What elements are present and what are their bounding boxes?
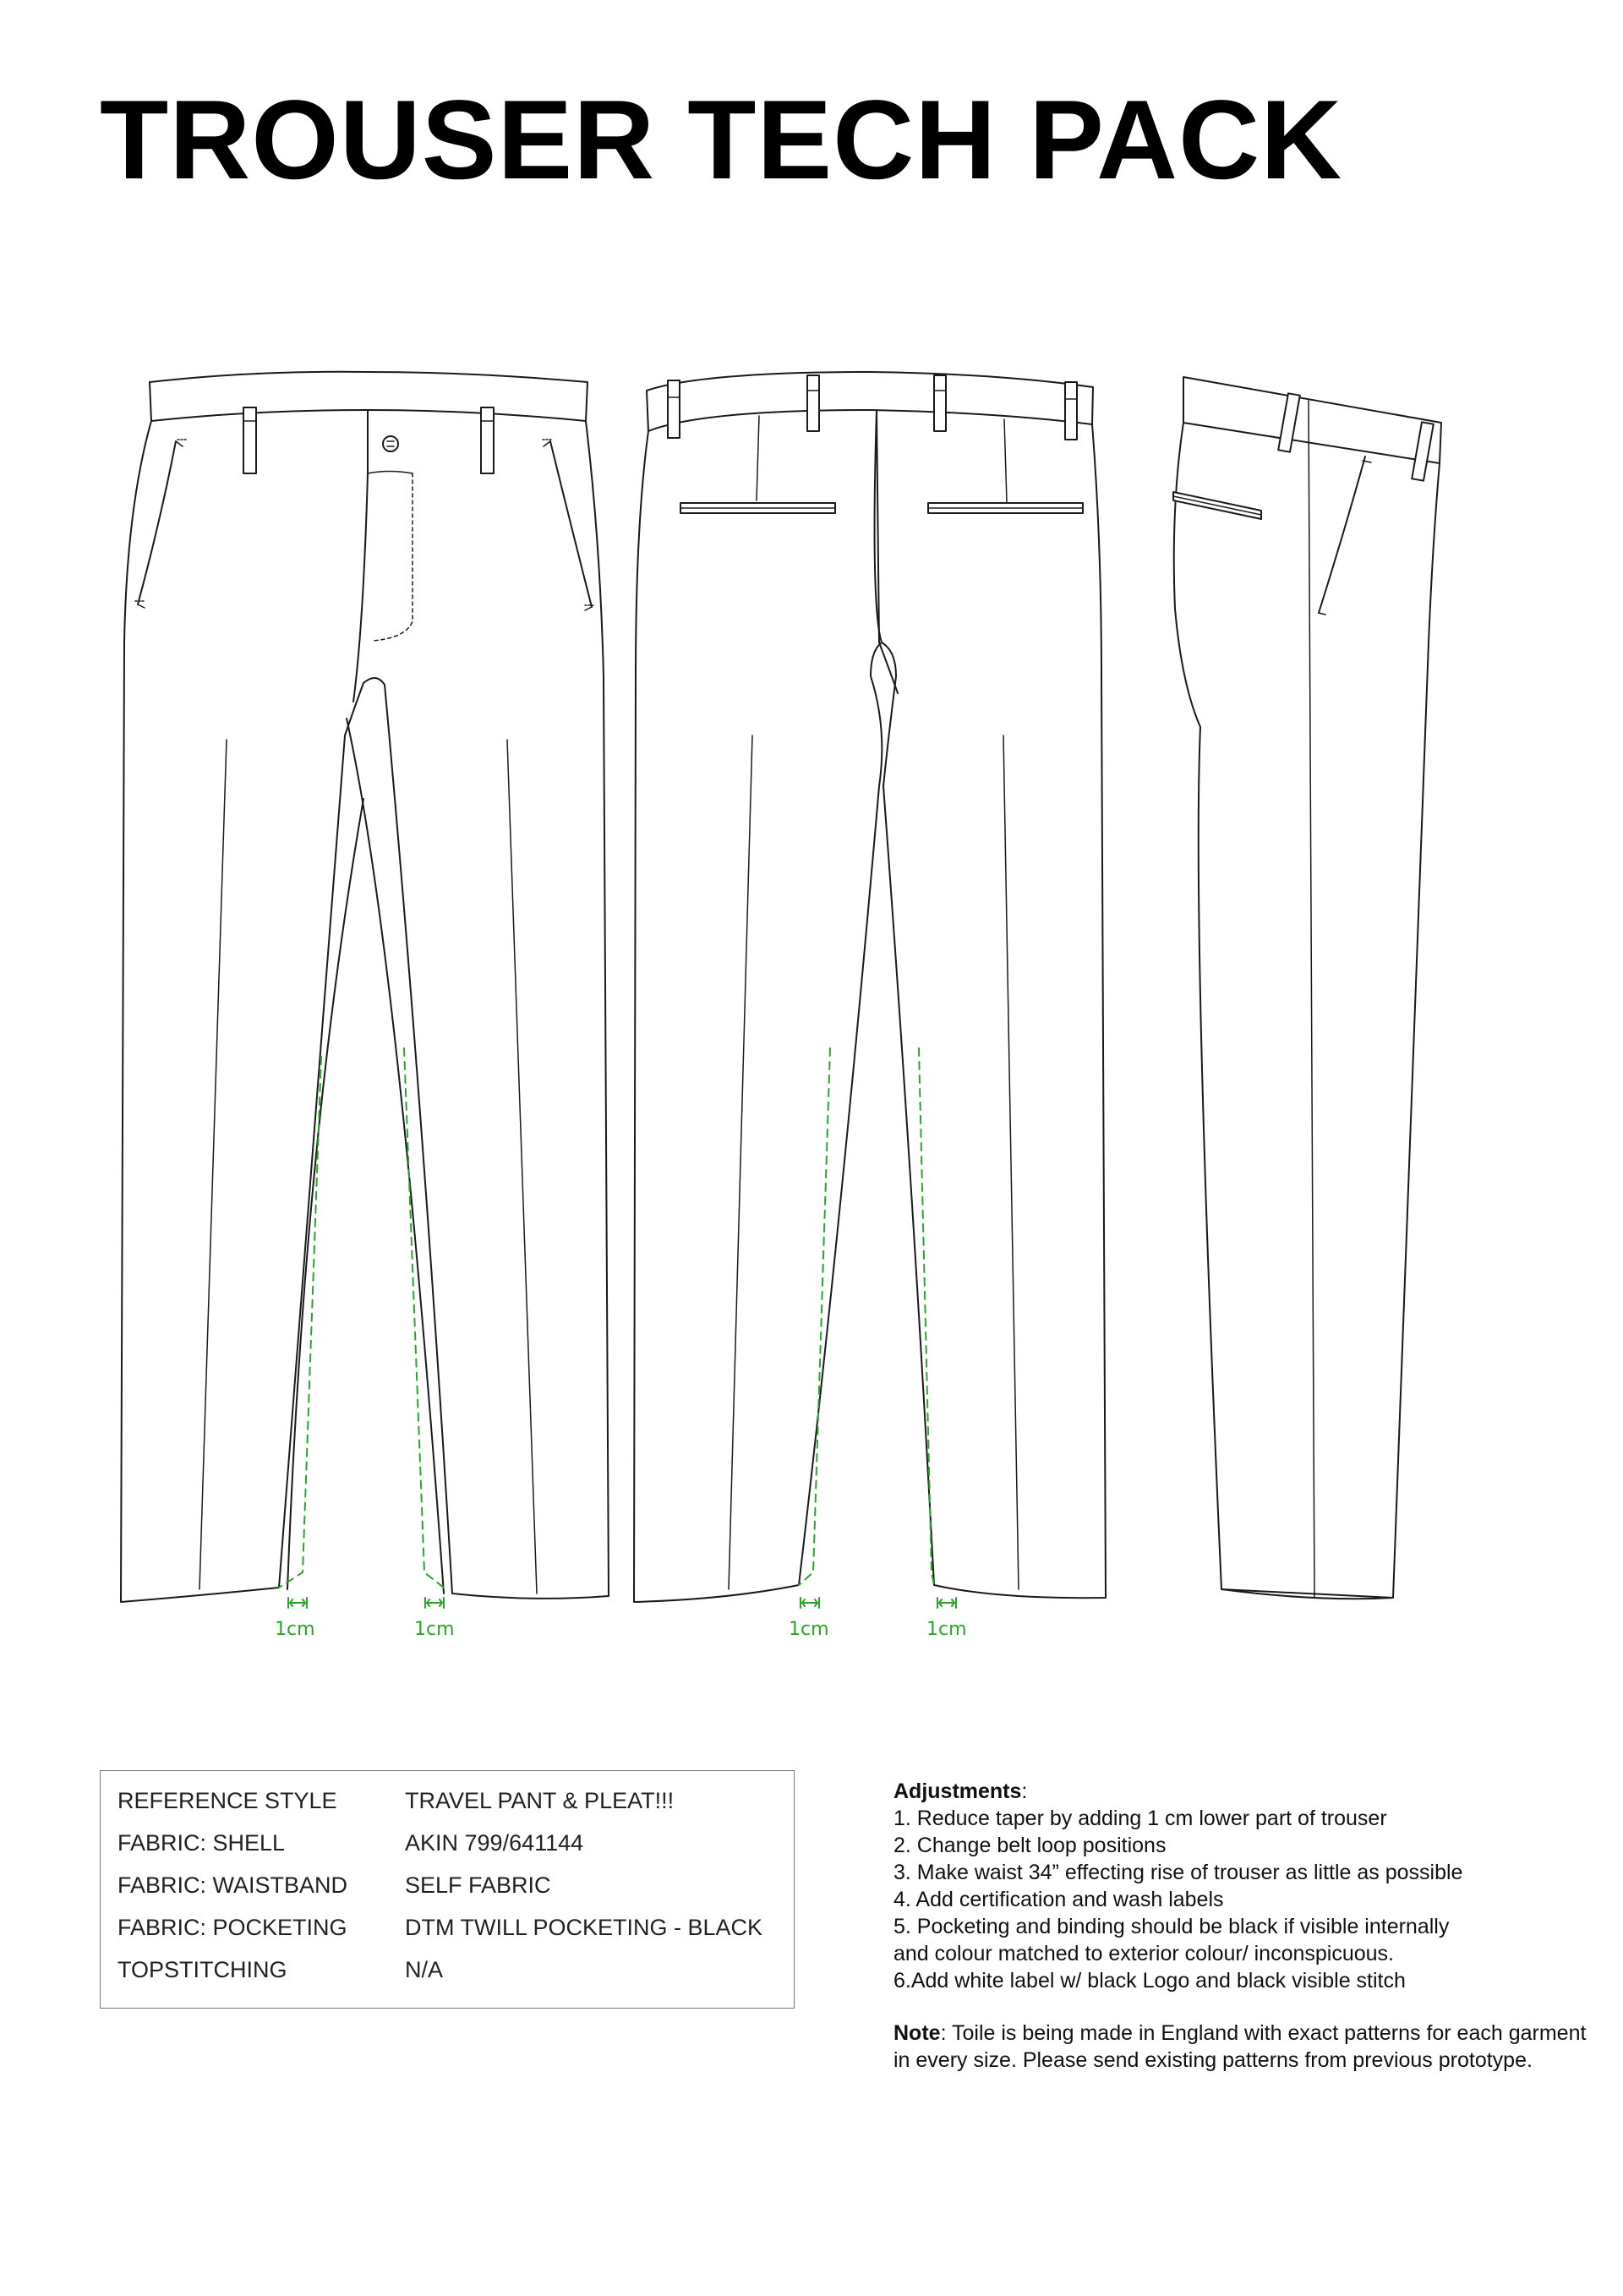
spec-value: DTM TWILL POCKETING - BLACK [405,1915,763,1940]
measure-label-front-right: 1cm [414,1619,455,1640]
back-belt-loop-2 [807,375,819,431]
adjustment-item: and colour matched to exterior colour/ inconspicuous. [893,1942,1394,1965]
adjustment-item: 3. Make waist 34” effecting rise of trouser as little as possible [893,1861,1463,1884]
measure-label-back-left: 1cm [789,1619,829,1640]
spec-value: SELF FABRIC [405,1872,551,1898]
front-crease-left [199,740,227,1589]
adjustment-item: 5. Pocketing and binding should be black if visible internally [893,1915,1450,1938]
back-belt-loop-3 [934,375,946,431]
side-back-edge [1393,463,1440,1598]
note-heading: Note [893,2021,941,2045]
note-text: : Toile is being made in England with exact patterns for each garment in every size. Please send existing patterns from previous prototype. [893,2021,1587,2072]
back-center-seam [877,410,898,693]
adjustment-item: 1. Reduce taper by adding 1 cm lower part of trouser [893,1807,1387,1830]
measure-label-front-left: 1cm [275,1619,315,1640]
back-left-arrow [801,1598,819,1608]
front-belt-loop-1 [243,407,256,473]
front-inseam-right [287,799,363,1589]
waist-button [383,436,398,451]
front-fly-edge [353,410,368,702]
front-pocket-left [138,441,176,604]
side-waistband [1183,377,1441,463]
adjustments-section [893,1778,1587,2074]
adjustment-item: 2. Change belt loop positions [893,1834,1167,1857]
back-dart-right [1004,419,1007,502]
back-crease-left [729,735,752,1589]
spec-key: FABRIC: WAISTBAND [117,1872,348,1898]
front-crease-right [507,740,537,1594]
side-outline [1174,423,1393,1599]
spec-value: TRAVEL PANT & PLEAT!!! [405,1788,675,1813]
back-crease-right [1003,735,1019,1589]
adjustments-heading: Adjustments [893,1779,1022,1803]
spec-key: TOPSTITCHING [117,1957,287,1982]
adjustment-item: 6.Add white label w/ black Logo and black visible stitch [893,1969,1406,1993]
front-outline [121,421,609,1602]
note-paragraph [893,2020,1587,2074]
front-view-drawing [121,372,609,1602]
back-belt-loop-4 [1065,382,1077,440]
spec-key: REFERENCE STYLE [117,1788,337,1813]
front-fly-stitch [372,473,413,641]
spec-value: N/A [405,1957,444,1982]
back-belt-loop-1 [668,380,680,438]
front-left-arrow [288,1598,307,1608]
side-view-drawing [1173,377,1441,1599]
back-dart-left [757,416,759,500]
measure-arrows [288,1598,956,1608]
adjustments-list [893,1805,1587,1994]
front-belt-loop-2 [481,407,494,473]
front-inseam-left [347,719,444,1594]
back-view-drawing [634,372,1106,1602]
page-title: TROUSER TECH PACK [100,78,1343,203]
side-front-pocket [1319,456,1365,613]
measure-label-back-right: 1cm [926,1619,967,1640]
adjustments-heading-line [893,1778,1587,1805]
back-outline [634,424,1106,1602]
side-seam [1309,401,1314,1598]
spec-key: FABRIC: POCKETING [117,1915,347,1940]
back-right-adjust-line [919,1048,934,1585]
back-left-adjust-line [799,1048,830,1585]
front-pocket-right [550,441,592,607]
back-right-arrow [937,1598,956,1608]
spec-value: AKIN 799/641144 [405,1830,584,1856]
back-waistband [647,372,1093,431]
spec-key: FABRIC: SHELL [117,1830,286,1856]
adjustment-item: 4. Add certification and wash labels [893,1888,1224,1911]
adjustments-heading-suffix: : [1021,1779,1028,1803]
front-right-arrow [425,1598,444,1608]
spec-table [100,1770,795,2009]
